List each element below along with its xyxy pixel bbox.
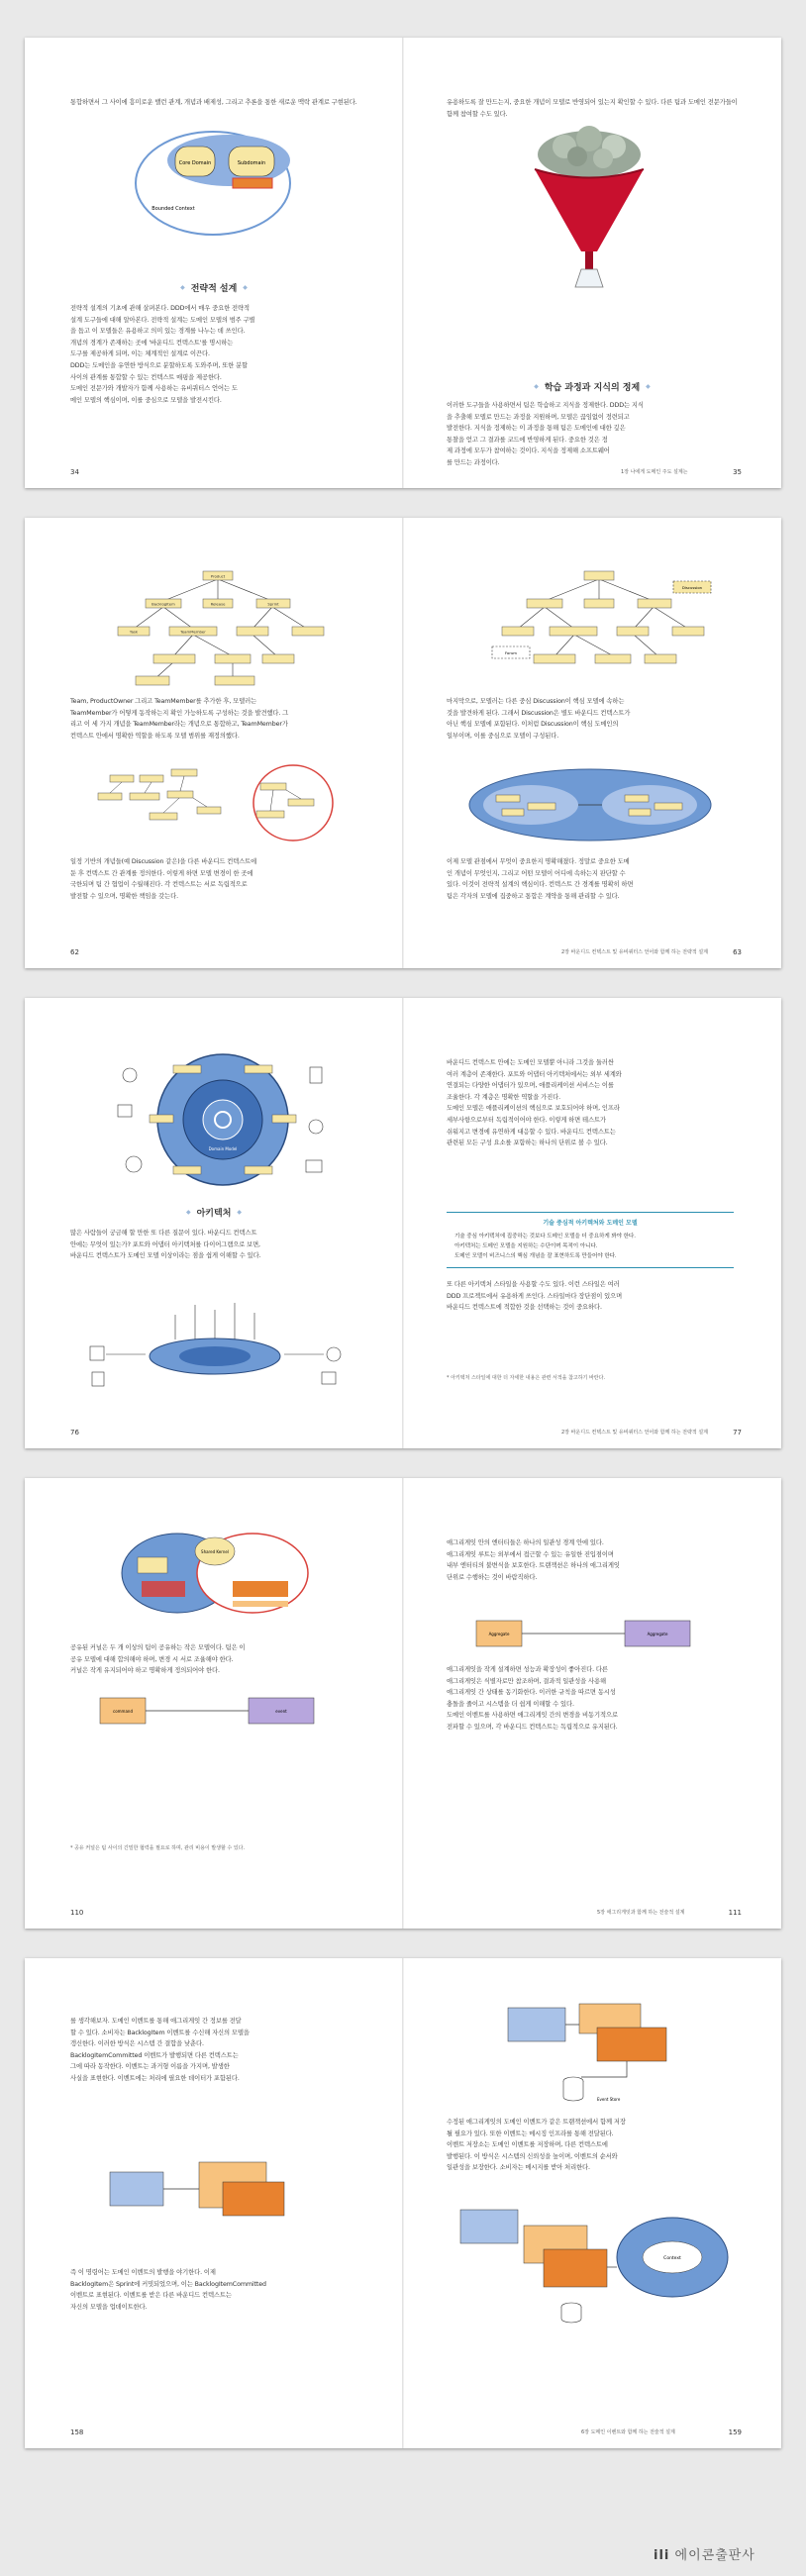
page-110 (25, 1478, 403, 1929)
body-text: 많은 사람들이 궁금해 할 만한 또 다른 질문이 있다. 바운디드 컨텍스트 안에는 무엇이 있는가? 포트와 어댑터 아키텍처를 다이어그램으로 보면, 바운디드 컨텍스트가 도메인 모델 이상이라는 점을 쉽게 이해할 수 있다. (70, 1230, 261, 1260)
layered-flow-diagram (86, 1295, 344, 1394)
sidebar-rule-bottom (447, 1267, 734, 1268)
body-text: 통합하면서 그 사이에 흥미로운 밸런 관계, 개념과 배제성, 그리고 추론을 통한 새로운 맥락 관계로 구현된다. (70, 99, 357, 106)
evt-label: event (275, 1709, 287, 1714)
body-text: 마지막으로, 모델러는 다른 중심 Discussion이 핵심 모델에 속하는 것을 발견하게 된다. 그래서 Discussion은 별도 바운디드 컨텍스트가 아닌 핵심 모델에 포함된다. 이처럼 Discussion이 핵심 도메인의 일부이며, 이를 중심으로 모델이 구성된다. (447, 698, 631, 740)
running-head: 2장 바운디드 컨텍스트 및 유비쿼터스 언어와 함께 하는 전략적 설계 (561, 949, 708, 955)
sidebar-box-title: 기술 중심적 아키텍처와 도메인 모델 (543, 1220, 638, 1227)
page-111 (403, 1478, 781, 1929)
subdomain-label: Subdomain (237, 160, 266, 166)
body-text: 바운디드 컨텍스트 안에는 도메인 모델뿐 아니라 그것을 둘러싼 여러 계층이 존재한다. 포트와 어댑터 아키텍처에서는 외부 세계와 연결되는 다양한 어댑터가 있으며, 애플리케이션 서비스는 이를 조율한다. 각 계층은 명확한 역할을 가진다. 도메인 모델은 애플리케이션의 핵심으로 보호되어야 하며, 인프라 세부사항으로부터 독립적이어야 한다. 이렇게 하면 테스트가 쉬워지고 변경에 유연하게 대응할 수 있다. 바운디드 컨텍스트는 관련된 모든 구성 요소를 포함하는 하나의 단위로 볼 수 있다. (447, 1059, 622, 1147)
bc-label: Bounded Context (151, 206, 195, 212)
body-text: 애그리게잇을 작게 설계하면 성능과 확장성이 좋아진다. 다른 애그리게잇은 식별자로만 참조하며, 결과적 일관성을 사용해 애그리게잇 간 상태를 동기화한다. 이러한 규칙을 따르면 동시성 충돌을 줄이고 시스템을 더 쉽게 이해할 수 있다. 도메인 이벤트를 사용하면 애그리게잇 간의 변경을 비동기적으로 전파할 수 있으며, 각 바운디드 컨텍스트는 독립적으로 유지된다. (447, 1666, 618, 1731)
agg-a-label: Aggregate (488, 1632, 510, 1636)
model-tree-diagram (104, 567, 332, 691)
ctx-b-label: Context (663, 2256, 681, 2261)
page-34 (25, 38, 403, 488)
body-text: 유용하도록 잘 만드는지, 중요한 개념이 모델로 반영되어 있는지 확인할 수 있다. 다른 팀과 도메인 전문가들이 함께 참여할 수도 있다. (447, 99, 738, 118)
page-number: 111 (728, 1909, 742, 1917)
body-text: 이러한 도구들을 사용하면서 팀은 학습하고 지식을 정제한다. DDD는 지식 을 추출해 모델로 만드는 과정을 지원하며, 모델은 끊임없이 정련되고 발전한다. 지식을 정제하는 이 과정을 통해 팀은 도메인에 대한 깊은 통찰을 얻고 그 결과를 코드에 반영하게 된다. 중요한 것은 정 제 과정에 모두가 참여하는 것이다. 지식을 정제해 소프트웨어 를 만드는 과정이다. (447, 402, 644, 466)
publisher-mark: ili (654, 2548, 670, 2563)
body-text: 애그리게잇 안의 엔터티들은 하나의 일관성 경계 안에 있다. 애그리게잇 루트는 외부에서 접근할 수 있는 유일한 진입점이며 내부 엔터티의 불변식을 보호한다. 트랜잭션은 하나의 애그리게잇 단위로 수행하는 것이 바람직하다. (447, 1539, 620, 1581)
page-number: 35 (733, 468, 742, 476)
page-number: 34 (70, 468, 79, 476)
node-backlogitem: BacklogItem (151, 601, 175, 607)
running-head: 2장 바운디드 컨텍스트 및 유비쿼터스 언어와 함께 하는 전략적 설계 (561, 1430, 708, 1436)
page-76 (25, 998, 403, 1448)
context-split-diagram (90, 763, 338, 852)
page-number: 76 (70, 1429, 79, 1437)
shared-kernel-label: Shared Kernel (201, 1549, 229, 1554)
node-forum: Forum (504, 650, 518, 655)
bounded-context-integration-diagram (454, 2196, 732, 2325)
cmd-label: command (113, 1709, 133, 1714)
body-text: 전략적 설계의 기초에 관해 살펴본다. DDD에서 매우 중요한 전략적 설계 도구들에 대해 알아본다. 전략적 설계는 도메인 모델의 범주 구별 을 돕고 이 모델들은 유용하고 의미 있는 경계를 나누는 데 쓰인다. 개념의 경계가 존재하는 곳에 '바운디드 컨텍스트'를 명시하는 도구를 제공하게 되며, 이는 체계적인 설계로 이끈다. DDD는 도메인을 유연한 방식으로 분할하도록 도와주며, 또한 분할 사이의 관계를 통합할 수 있는 컨텍스트 매핑을 제공한다. 도메인 전문가와 개발자가 함께 사용하는 유비쿼터스 언어는 도 메인 모델의 핵심이며, 이를 중심으로 모델을 발전시킨다. (70, 305, 255, 404)
page-number: 110 (70, 1909, 84, 1917)
spread-5 (25, 1958, 781, 2448)
model-tree-diagram-2 (490, 567, 718, 691)
page-62 (25, 518, 403, 968)
page-number: 159 (728, 2428, 742, 2436)
node-teammember: TeamMember (180, 629, 206, 635)
shared-kernel-diagram (116, 1524, 314, 1633)
body-text: 일정 기반의 개념들(예 Discussion 같은)을 다른 바운디드 컨텍스트에 둔 후 컨텍스트 간 관계를 정의한다. 이렇게 하면 모델 변경이 한 곳에 국한되며 팀 간 협업이 수월해진다. 각 컨텍스트는 서로 독립적으로 발전할 수 있으며, 명확한 책임을 갖는다. (70, 858, 257, 900)
publisher-name: 에이콘출판사 (674, 2548, 756, 2563)
core-domain-diagram (134, 129, 292, 238)
node-discussion: Discussion (681, 585, 703, 590)
running-head: 5장 애그리게잇과 함께 하는 전술적 설계 (597, 1910, 685, 1916)
core-domain-label: Core Domain (178, 160, 212, 166)
section-heading: ◆ 학습 과정과 지식의 정제 ◆ (403, 380, 781, 393)
spread-3 (25, 998, 781, 1448)
node-product: Product (210, 573, 226, 579)
spread-4 (25, 1478, 781, 1929)
page-159 (403, 1958, 781, 2448)
spread-2 (25, 518, 781, 968)
page-63 (403, 518, 781, 968)
body-text: 즉 이 명령어는 도메인 이벤트의 발행을 야기한다. 이제 BacklogItem은 Sprint에 커밋되었으며, 이는 BacklogItemCommitted 이벤트로 표현된다. 이벤트를 받은 다른 바운디드 컨텍스트는 자신의 모델을 업데이트한다. (70, 2269, 266, 2311)
footnote: * 아키텍처 스타일에 대한 더 자세한 내용은 관련 서적을 참고하기 바란다. (447, 1375, 606, 1381)
node-task: Task (129, 629, 139, 635)
event-store-diagram (498, 1998, 696, 2107)
node-release: Release (210, 601, 226, 607)
agg-b-label: Aggregate (647, 1632, 668, 1636)
command-event-diagram (90, 1692, 338, 1732)
page-35 (403, 38, 781, 488)
hexagonal-architecture-diagram (114, 1045, 332, 1194)
es-label: Event Store (597, 2097, 621, 2102)
body-text: 공유된 커널은 두 개 이상의 팀이 공유하는 작은 모델이다. 팀은 이 공유 모델에 대해 합의해야 하며, 변경 시 서로 조율해야 한다. 커널은 작게 유지되어야 하고 명확하게 정의되어야 한다. (70, 1644, 246, 1675)
funnel-illustration (520, 125, 658, 293)
body-text: 또 다른 아키텍처 스타일을 사용할 수도 있다. 이런 스타일은 여러 DDD 프로젝트에서 유용하게 쓰인다. 스타일마다 장단점이 있으며 바운디드 컨텍스트에 적합한 것을 선택하는 것이 중요하다. (447, 1281, 623, 1312)
event-publishing-diagram (100, 2156, 328, 2226)
body-text: Team, ProductOwner 그리고 TeamMember를 추가한 후, 모델러는 TeamMember가 어떻게 동작하는지 확인 가능하도록 구성하는 것을 발견했다. 그 리고 이 세 가지 개념을 TeamMember라는 개념으로 통합하고, TeamMember가 컨텍스트 안에서 명확한 역할을 하도록 모델 범위를 재정의했다. (70, 698, 289, 740)
arch-domain-label: Domain Model (208, 1146, 238, 1151)
running-head: 6장 도메인 이벤트와 함께 하는 전술적 설계 (581, 2429, 675, 2435)
sidebar-rule-top (447, 1212, 734, 1213)
publisher-logo (654, 2544, 756, 2563)
body-text: 이제 모델 관점에서 무엇이 중요한지 명확해졌다. 정말로 중요한 도메 인 개념이 무엇인지, 그리고 어떤 모델이 어디에 속하는지 판단할 수 있다. 이것이 전략적 설계의 핵심이다. 컨텍스트 간 경계를 명확히 하면 팀은 각자의 모델에 집중하고 통합은 계약을 통해 관리할 수 있다. (447, 858, 634, 900)
running-head: 1장 나에게 도메인 주도 설계는 (621, 469, 688, 475)
body-text: 를 생각해보자. 도메인 이벤트를 통해 애그리게잇 간 정보를 전달 할 수 있다. 소비자는 BacklogItem 이벤트를 수신해 자신의 모델을 갱신한다. 이러한 방식은 시스템 간 결합을 낮춘다. BacklogItemCommitted 이벤트가 발행되면 다른 컨텍스트는 그에 따라 동작한다. 이벤트는 과거형 이름을 가지며, 발생한 사실을 표현한다. 이벤트에는 처리에 필요한 데이터가 포함된다. (70, 2018, 250, 2082)
section-heading: ◆ 전략적 설계 ◆ (25, 281, 403, 294)
page-77 (403, 998, 781, 1448)
spread-1 (25, 38, 781, 488)
page-number: 63 (733, 948, 742, 956)
aggregate-flow-diagram (466, 1615, 714, 1654)
body-text: 수정된 애그리게잇의 도메인 이벤트가 같은 트랜잭션에서 함께 저장 될 필요가 있다. 또한 이벤트는 메시징 인프라를 통해 전달된다. 이벤트 저장소는 도메인 이벤트를 저장하며, 다른 컨텍스트에 발행된다. 이 방식은 시스템의 신뢰성을 높이며, 이벤트의 순서와 일관성을 보장한다. 소비자는 메시지를 받아 처리한다. (447, 2119, 626, 2172)
page-number: 77 (733, 1429, 742, 1437)
node-sprint: Sprint (267, 601, 279, 607)
page-number: 62 (70, 948, 79, 956)
section-heading: ◆ 아키텍처 ◆ (25, 1206, 403, 1219)
footnote: * 공유 커널은 팀 사이의 긴밀한 협력을 필요로 하며, 관리 비용이 발생할 수 있다. (70, 1845, 246, 1851)
context-map-diagram (466, 765, 714, 844)
page-number: 158 (70, 2428, 84, 2436)
sidebar-box-text: 기술 중심 아키텍처에 집중하는 것보다 도메인 모델을 더 중요하게 봐야 한다. 아키텍처는 도메인 모델을 지원하는 수단이며 목적이 아니다. 도메인 모델이 비즈니스의 핵심 개념을 잘 표현하도록 만들어야 한다. (454, 1234, 636, 1259)
page-158 (25, 1958, 403, 2448)
